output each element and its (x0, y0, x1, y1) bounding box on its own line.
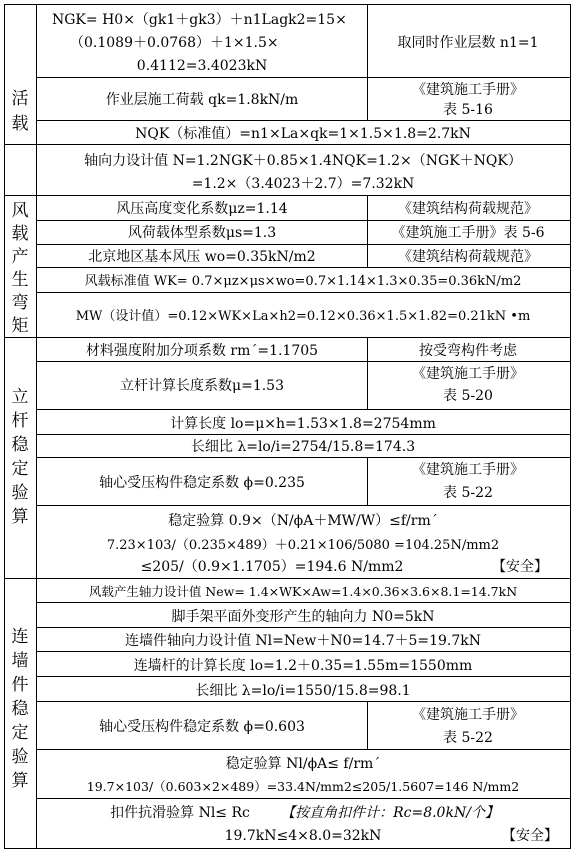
tie-g-line-2: 19.7×103/（0.603×2×489）=33.4N/mm2≤205/1.5607=146 N/mm2 (86, 779, 520, 794)
pole-a-text: 材料强度附加分项系数 rm´=1.1705 (85, 343, 319, 359)
section-pole-2: 杆 (11, 411, 29, 431)
pole-b-ref-1: 《建筑施工手册》 (412, 366, 524, 382)
ngk-line-1: NGK= H0×（gk1＋gk3）＋n1Lagk2=15× (52, 12, 347, 28)
wind-c-ref: 《建筑结构荷载规范》 (398, 249, 538, 265)
wind-b-text: 风荷载体型系数μs=1.3 (127, 225, 277, 241)
ngk-line-3: 0.4112=3.4023kN (136, 58, 268, 74)
wind-b-ref: 《建筑施工手册》表 5-6 (391, 225, 545, 241)
section-pole-4: 定 (11, 459, 29, 479)
wind-e-text: MW（设计值）=0.12×WK×La×h2=0.12×0.36×1.5×1.82=0.21kN •m (75, 309, 531, 324)
section-pole-1: 立 (11, 387, 29, 407)
tie-g-line-1: 稳定验算 Nl/ϕA≤ f/rm´ (225, 756, 381, 772)
ngk-line-2: （0.1089＋0.0768）＋1×1.5× (70, 35, 279, 51)
wind-a-ref: 《建筑结构荷载规范》 (398, 201, 538, 217)
tie-safe-label: 【安全】 (502, 828, 558, 844)
wind-rows (76, 200, 545, 324)
section-wind-2: 载 (11, 224, 29, 244)
section-tie-7: 算 (11, 771, 29, 791)
tie-c-text: 连墙件轴向力设计值 Nl=New＋N0=14.7＋5=19.7kN (124, 633, 482, 649)
section-wind-6: 矩 (11, 316, 29, 336)
tie-a-text: 风载产生轴力设计值 New= 1.4×WK×Aw=1.4×0.36×3.6×8.1=14.7kN (88, 584, 518, 599)
pole-b-text: 立杆计算长度系数μ=1.53 (119, 378, 285, 394)
row-ngk (52, 12, 539, 74)
qk-ref-1: 《建筑施工手册》 (412, 82, 524, 98)
section-tie-1: 连 (11, 627, 29, 647)
section-live-2: 载 (11, 114, 29, 134)
nqk-text: NQK（标准值）=n1×La×qk=1×1.5×1.8=2.7kN (135, 126, 471, 142)
section-tie-3: 件 (11, 675, 29, 695)
pole-f-line-2: 7.23×103/（0.235×489）＋0.21×106/5080 =104.25N/mm2 (106, 538, 500, 553)
pole-safe-label: 【安全】 (492, 559, 548, 575)
section-tie-5: 定 (11, 723, 29, 743)
tie-e-text: 长细比 λ=lo/i=1550/15.8=98.1 (195, 683, 411, 699)
qk-ref-2: 表 5-16 (443, 102, 493, 118)
pole-e-ref-1: 《建筑施工手册》 (412, 462, 524, 478)
wind-d-text: 风载标准值 WK= 0.7×μz×μs×wo=0.7×1.14×1.3×0.35=0.36kN/m2 (84, 274, 522, 289)
section-wind-4: 生 (11, 270, 29, 290)
section-wind-1: 风 (11, 201, 29, 221)
section-live-1: 活 (11, 89, 29, 109)
axial-line-1: 轴向力设计值 N=1.2NGK＋0.85×1.4NQK=1.2×（NGK＋NQK） (84, 153, 522, 169)
section-tie-4: 稳 (11, 699, 29, 719)
wind-a-text: 风压高度变化系数μz=1.14 (116, 201, 288, 217)
wind-c-text: 北京地区基本风压 wo=0.35kN/m2 (88, 249, 316, 265)
pole-e-ref-2: 表 5-22 (443, 485, 493, 501)
tie-b-text: 脚手架平面外变形产生的轴向力 N0=5kN (171, 609, 435, 625)
section-pole-3: 稳 (11, 435, 29, 455)
pole-d-text: 长细比 λ=lo/i=2754/15.8=174.3 (190, 439, 416, 455)
pole-rows (86, 342, 548, 575)
pole-f-line-1: 稳定验算 0.9×（N/ϕA＋MW/W）≤f/rm´ (168, 513, 438, 529)
tie-rows (87, 584, 558, 844)
pole-b-ref-2: 表 5-20 (443, 388, 493, 404)
tie-h-line-1b: 【按直角扣件计：Rc=8.0kN/个】 (281, 805, 499, 821)
section-tie-2: 墙 (11, 651, 29, 671)
pole-c-text: 计算长度 lo=μ×h=1.53×1.8=2754mm (170, 416, 436, 432)
qk-text: 作业层施工荷载 qk=1.8kN/m (105, 92, 299, 108)
section-tie-6: 验 (11, 747, 29, 767)
section-wind-5: 弯 (11, 293, 29, 313)
row-qk (106, 81, 524, 118)
axial-line-2: =1.2×（3.4023＋2.7）=7.32kN (191, 176, 415, 192)
section-wind-3: 产 (11, 247, 29, 267)
section-pole-6: 算 (11, 507, 29, 527)
row-axial (84, 152, 522, 192)
tie-f-text: 轴心受压构件稳定系数 ϕ=0.603 (99, 719, 305, 735)
ngk-note: 取同时作业层数 n1=1 (397, 35, 539, 51)
pole-a-ref: 按受弯构件考虑 (419, 343, 517, 359)
tie-f-ref-1: 《建筑施工手册》 (412, 707, 524, 723)
tie-f-ref-2: 表 5-22 (443, 730, 493, 746)
section-labels (12, 89, 30, 791)
tie-d-text: 连墙杆的计算长度 lo=1.2＋0.35=1.55m=1550mm (133, 658, 473, 674)
section-pole-5: 验 (11, 483, 29, 503)
tie-h-line-2: 19.7kN≤4×8.0=32kN (224, 828, 382, 844)
pole-f-line-3: ≤205/（0.9×1.1705）=194.6 N/mm2 (140, 559, 404, 575)
pole-e-text: 轴心受压构件稳定系数 ϕ=0.235 (99, 475, 305, 491)
tie-h-line-1a: 扣件抗滑验算 Nl≤ Rc (110, 805, 250, 821)
